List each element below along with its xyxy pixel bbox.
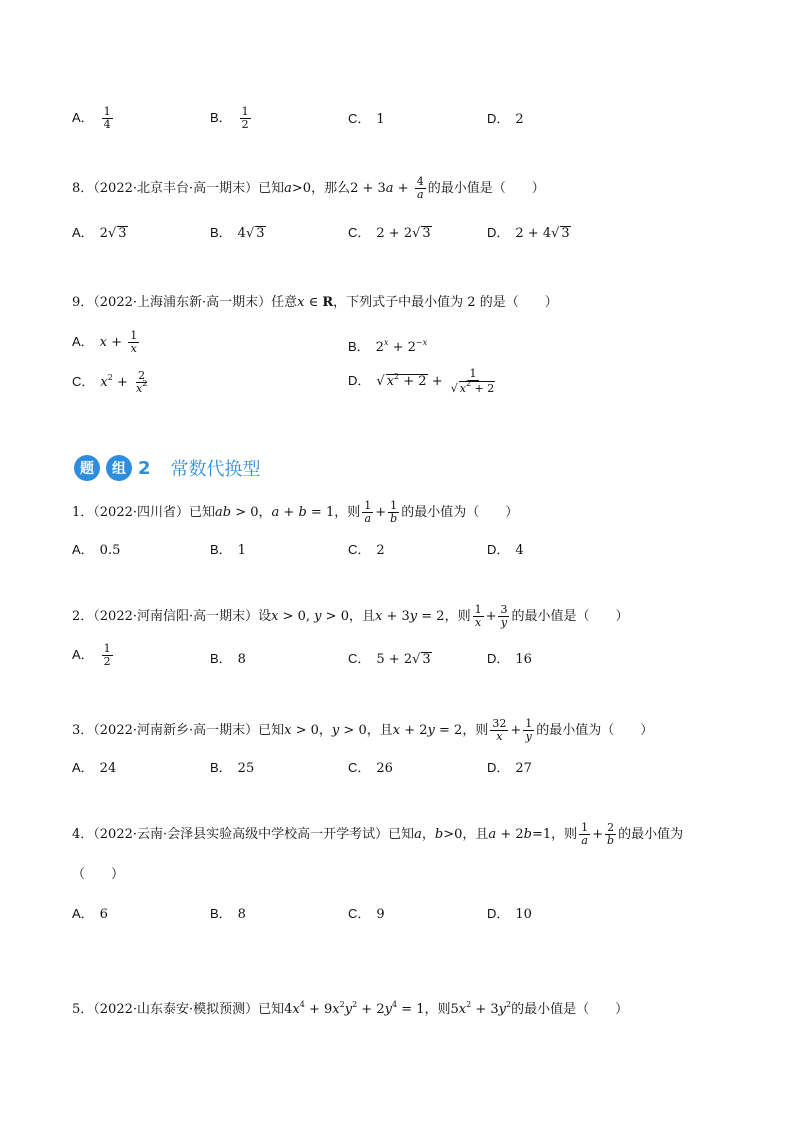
fraction: $\frac{1}{x}$ [474,603,482,629]
section-badge-zu: 组 [106,455,132,481]
s5-stem: 5．（2022·山东泰安·模拟预测）已知$4x^4 + 9x^2y^2 + 2y^4 = 1$，则$5x^2 + 3y^2$的最小值是（ ） [72,1000,629,1017]
s4-option-d[interactable]: D． 10 [487,906,532,922]
fraction: $\frac{1}{y}$ [525,717,533,743]
section-header [74,455,261,481]
s4-option-b[interactable]: B． 8 [210,906,246,922]
s1-stem: 1．（2022·四川省）已知ab > 0，a + b = 1，则 $\frac{1}{a}$ + $\frac{1}{b}$ 的最小值为（ ） [72,499,519,525]
q7-option-b[interactable]: B． $\frac{1}{2}$ [210,105,249,131]
fraction: $\frac{1}{a}$ [581,821,589,847]
s3-option-a[interactable]: A． 24 [72,760,117,776]
s4-stem: 4．（2022·云南·会泽县实验高级中学校高一开学考试）已知a，b>0，且a + 2b=1，则 $\frac{1}{a}$ + $\frac{2}{b}$ 的最小值为 [72,821,684,847]
s1-option-d[interactable]: D． 4 [487,542,524,558]
s3-option-b[interactable]: B． 25 [210,760,255,776]
s1-option-a[interactable]: A． 0.5 [72,542,121,558]
q8-option-a[interactable]: A． 2√ 3 [72,225,127,241]
section-number: 2 [138,457,151,479]
q8-option-d[interactable]: D． 2 + 4√ 3 [487,225,570,241]
q9-option-d[interactable]: D． √ $x^2 + 2$ + $\frac{1}{√ x^2 + 2}$ [348,368,499,395]
s3-option-c[interactable]: C． 26 [348,760,393,776]
fraction: $\frac{1}{2}$ [103,642,111,668]
s3-option-d[interactable]: D． 27 [487,760,532,776]
section-badge-ti: 题 [74,455,100,481]
fraction: $\frac{4}{a}$ [416,175,424,201]
fraction: $\frac{2}{b}$ [607,821,615,847]
q8-option-c[interactable]: C． 2 + 2√ 3 [348,225,431,241]
fraction: $\frac{1}{4}$ [103,105,111,131]
s1-option-c[interactable]: C． 2 [348,542,385,558]
q7-option-d[interactable]: D． 2 [487,111,524,127]
fraction: $\frac{1}{b}$ [390,499,398,525]
fraction: $\frac{3}{y}$ [500,603,508,629]
s2-stem: 2．（2022·河南信阳·高一期末）设x > 0, y > 0，且x + 3y = 2，则 $\frac{1}{x}$ + $\frac{3}{y}$ 的最小值是（ ） [72,603,629,629]
q9-option-a[interactable]: A． x + $\frac{1}{x}$ [72,329,138,355]
s2-option-c[interactable]: C． 5 + 2√ 3 [348,651,431,667]
fraction: $\frac{2}{x^2}$ [136,369,148,395]
s3-stem: 3．（2022·河南新乡·高一期末）已知x > 0，y > 0，且x + 2y = 2，则 $\frac{32}{x}$ + $\frac{1}{y}$ 的最小值为（ ） [72,717,654,743]
q8-stem: 8．（2022·北京丰台·高一期末）已知a>0，那么2 + 3a + $\frac{4}{a}$ 的最小值是（ ） [72,175,545,201]
fraction: $\frac{1}{a}$ [364,499,372,525]
q7-option-a[interactable]: A． $\frac{1}{4}$ [72,105,111,131]
fraction: $\frac{1}{√ x^2 + 2}$ [450,367,495,395]
q9-option-b[interactable]: B． $2^x + 2^{-x}$ [348,338,428,355]
s2-option-a[interactable]: A． $\frac{1}{2}$ [72,642,111,668]
s2-option-b[interactable]: B． 8 [210,651,246,667]
q9-option-c[interactable]: C． $x^2$ + $\frac{2}{x^2}$ [72,369,148,395]
fraction: $\frac{32}{x}$ [492,717,507,743]
fraction: $\frac{1}{x}$ [130,329,138,355]
s4-answer-paren: （ ） [72,867,125,882]
q8-option-b[interactable]: B． 4√ 3 [210,225,265,241]
section-title: 常数代换型 [170,459,261,480]
s4-option-a[interactable]: A． 6 [72,906,108,922]
s1-option-b[interactable]: B． 1 [210,542,246,558]
q9-stem: 9．（2022·上海浦东新·高一期末）任意x ∈ R，下列式子中最小值为 2 的是（ ） [72,295,558,310]
s4-option-c[interactable]: C． 9 [348,906,385,922]
fraction: $\frac{1}{2}$ [241,105,249,131]
q7-option-c[interactable]: C． 1 [348,111,385,127]
s2-option-d[interactable]: D． 16 [487,651,532,667]
